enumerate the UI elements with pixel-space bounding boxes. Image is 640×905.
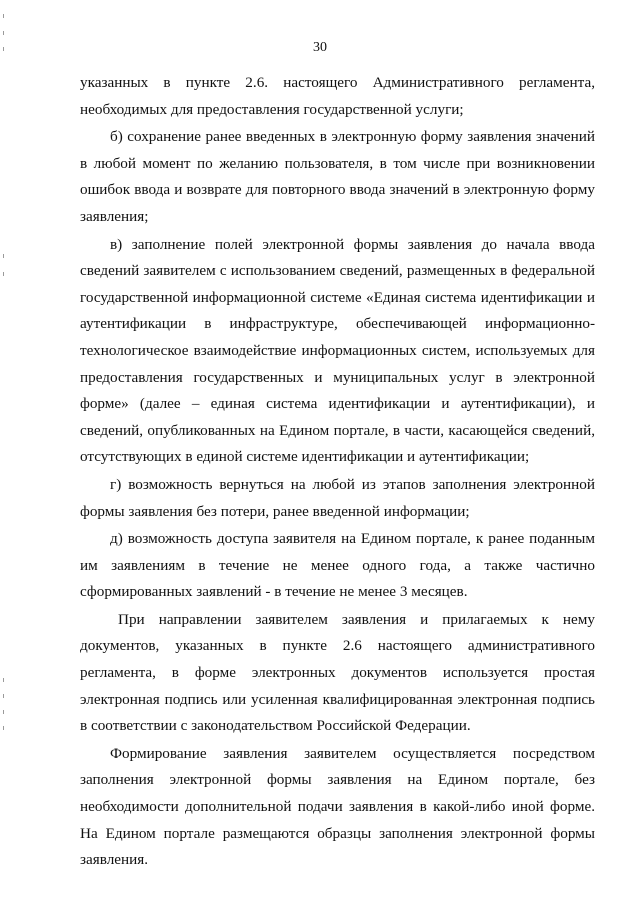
page-number: 30 (313, 40, 327, 55)
paragraph-continuation: указанных в пункте 2.6. настоящего Административного регламента, необходимых для предоставления государственной услуги; (80, 74, 595, 118)
body-text (80, 70, 595, 875)
paragraph-item-g: г) возможность вернуться на любой из этапов заполнения электронной формы заявления без потери, ранее введенной информации; (80, 475, 595, 520)
paragraph-item-v: в) заполнение полей электронной формы заявления до начала ввода сведений заявителем с использованием сведений, размещенных в федеральной государственной информационной системе «Единая система идентификации и аутентификации в инфраструктуре, обеспечивающей информационно-технологическое взаимодействие информационных систем, используемых для предоставления государственных и муниципальных услуг в электронной форме» (далее – единая система идентификации и аутентификации), и сведений, опубликованных на Едином портале, в части, касающейся сведений, отсутствующих в единой системе идентификации и аутентификации; (80, 235, 595, 466)
paragraph-electronic-signature: При направлении заявителем заявления и прилагаемых к нему документов, указанных в пункте 2.6 настоящего административного регламента, в форме электронных документов используется простая электронная подпись или усиленная квалифицированная электронная подпись в соответствии с законодательством Российской Федерации. (80, 610, 595, 735)
scan-edge-marks (3, 0, 5, 905)
paragraph-application-forming: Формирование заявления заявителем осуществляется посредством заполнения электронной формы заявления на Едином портале, без необходимости дополнительной подачи заявления в какой-либо иной форме. На Едином портале размещаются образцы заполнения электронной формы заявления. (80, 744, 595, 869)
paragraph-item-d: д) возможность доступа заявителя на Едином портале, к ранее поданным им заявлениям в течение не менее одного года, а также частично сформированных заявлений - в течение не менее 3 месяцев. (80, 530, 595, 601)
paragraph-item-b: б) сохранение ранее введенных в электронную форму заявления значений в любой момент по желанию пользователя, в том числе при возникновении ошибок ввода и возврате для повторного ввода значений в электронную форму заявления; (80, 128, 595, 225)
